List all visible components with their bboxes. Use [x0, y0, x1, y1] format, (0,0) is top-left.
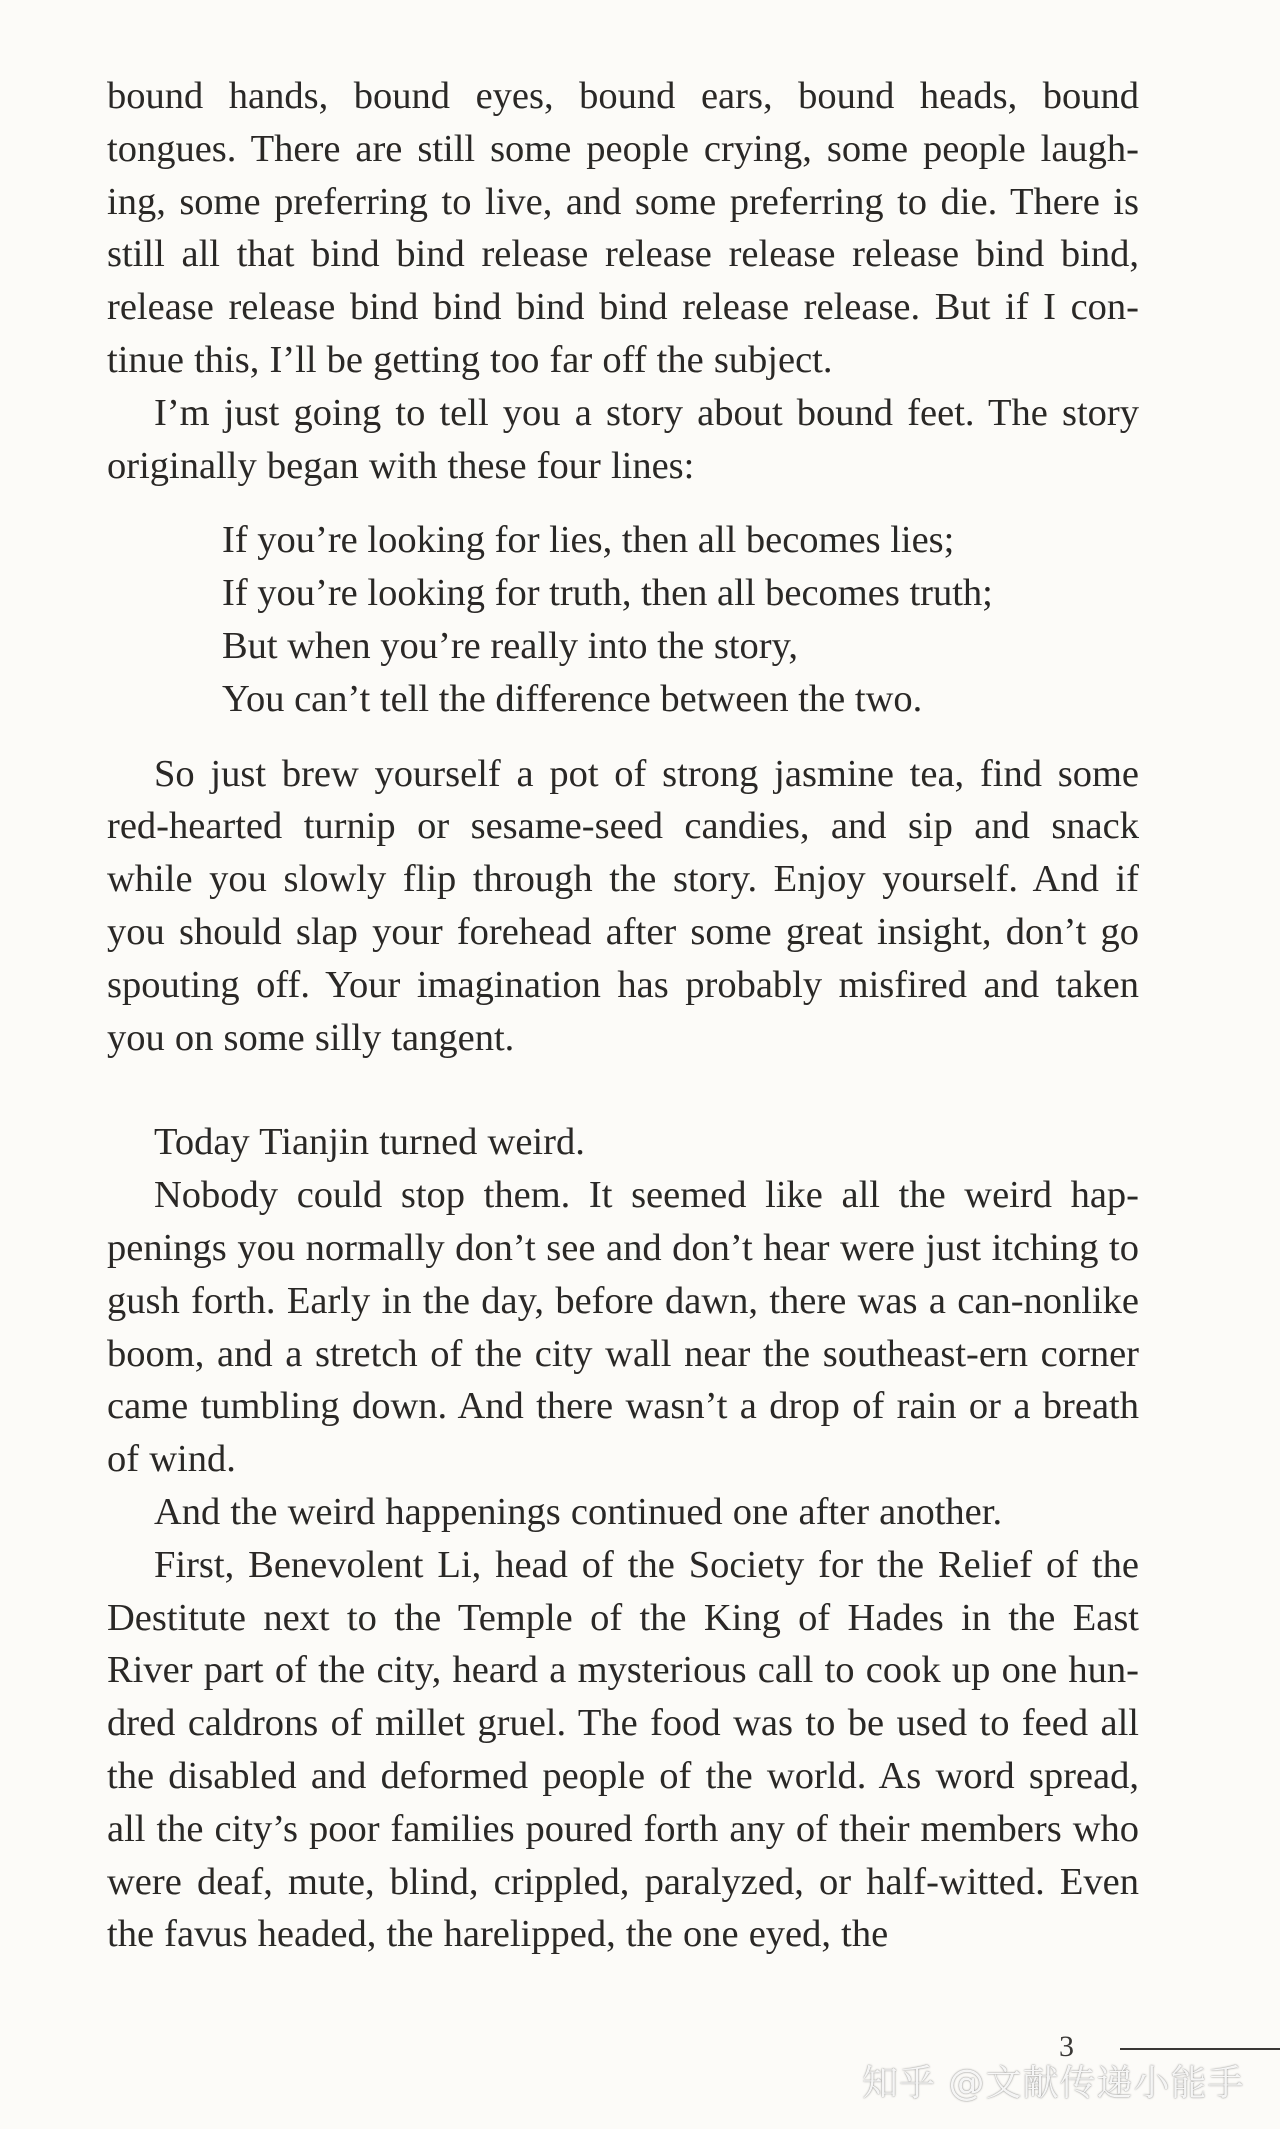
paragraph-weird-continued: And the weird happenings continued one after another.: [154, 1490, 1003, 1533]
paragraph-tianjin-weird: Today Tianjin turned weird.: [154, 1121, 585, 1164]
paragraph-benevolent-li: First, Benevolent Li, head of the Society for the Relief of the Destitute next to the Temple of the King of Hades in the East River part of the city, heard a mysterious call to cook up one hun-dred caldrons of millet gruel. The food was to be used to feed all the disabled and deformed people of the world. As word spread, all the city’s poor families poured forth any of their members who were deaf, mute, blind, crippled, paralyzed, or half-witted. Even the favus headed, the harelipped, the one eyed, the: [107, 1543, 1139, 1956]
page-number: 3: [1059, 2030, 1074, 2063]
watermark: 知乎 @文献传递小能手: [862, 2063, 1245, 2104]
poem-line: If you’re looking for lies, then all becomes lies;: [222, 519, 955, 562]
paragraph-story-intro: I’m just going to tell you a story about bound feet. The story originally began with these four lines:: [107, 391, 1139, 487]
poem-block: [222, 514, 1139, 725]
section-break: [107, 1064, 1139, 1116]
book-page: [107, 70, 1139, 1961]
poem-line: If you’re looking for truth, then all becomes truth;: [222, 572, 993, 615]
poem-line: You can’t tell the difference between the two.: [222, 677, 923, 720]
paragraph-jasmine-tea: So just brew yourself a pot of strong jasmine tea, find some red-hearted turnip or sesame-seed candies, and sip and snack while you slowly flip through the story. Enjoy yourself. And if you should slap your forehead after some great insight, don’t go spouting off. Your imagination has probably misfired and taken you on some silly tangent.: [107, 752, 1139, 1059]
poem-line: But when you’re really into the story,: [222, 624, 798, 667]
paragraph-nobody-could-stop: Nobody could stop them. It seemed like all the weird hap-penings you normally don’t see and don’t hear were just itching to gush forth. Early in the day, before dawn, there was a can-nonlike boom, and a stretch of the city wall near the southeast-ern corner came tumbling down. And there wasn’t a drop of rain or a breath of wind.: [107, 1174, 1139, 1481]
paragraph-bound-list: bound hands, bound eyes, bound ears, bound heads, bound tongues. There are still some people crying, some people laugh-ing, some preferring to live, and some preferring to die. There is still all that bind bind release release release release bind bind, release release bind bind bind bind release release. But if I con-tinue this, I’ll be getting too far off the subject.: [107, 75, 1139, 381]
page-footer-rule: [1120, 2048, 1280, 2050]
